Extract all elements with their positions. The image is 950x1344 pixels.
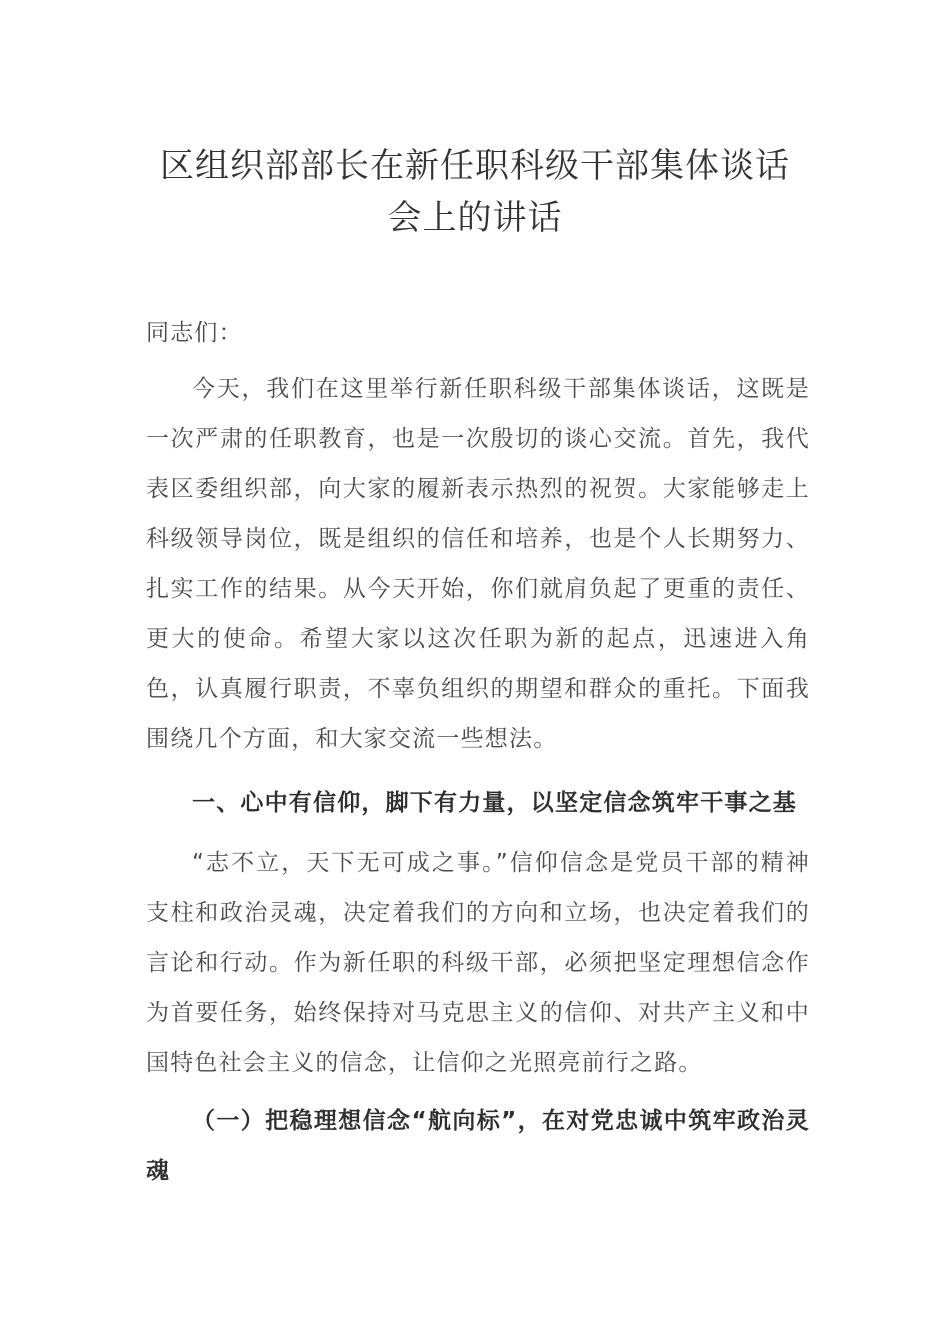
salutation: 同志们： xyxy=(146,320,243,346)
section-heading-1: 一、心中有信仰，脚下有力量，以坚定信念筑牢干事之基 xyxy=(192,790,797,816)
title-line-1: 区组织部部长在新任职科级干部集体谈话 xyxy=(160,146,790,186)
document-title xyxy=(140,140,810,244)
paragraph-intro: 今天，我们在这里举行新任职科级干部集体谈话，这既是一次严肃的任职教育，也是一次殷切的谈心交流。首先，我代表区委组织部，向大家的履新表示热烈的祝贺。大家能够走上科级领导岗位，既是组织的信任和培养，也是个人长期努力、扎实工作的结果。从今天开始，你们就肩负起了更重的责任、更大的使命。希望大家以这次任职为新的起点，迅速进入角色，认真履行职责，不辜负组织的期望和群众的重托。下面我围绕几个方面，和大家交流一些想法。 xyxy=(146,376,810,752)
title-line-2: 会上的讲话 xyxy=(387,198,563,238)
subsection-heading-1: （一）把稳理想信念“航向标”，在对党忠诚中筑牢政治灵魂 xyxy=(146,1108,810,1184)
paragraph-section-1: “志不立，天下无可成之事。”信仰信念是党员干部的精神支柱和政治灵魂，决定着我们的方向和立场，也决定着我们的言论和行动。作为新任职的科级干部，必须把坚定理想信念作为首要任务，始终保持对马克思主义的信仰、对共产主义和中国特色社会主义的信念，让信仰之光照亮前行之路。 xyxy=(146,850,810,1076)
